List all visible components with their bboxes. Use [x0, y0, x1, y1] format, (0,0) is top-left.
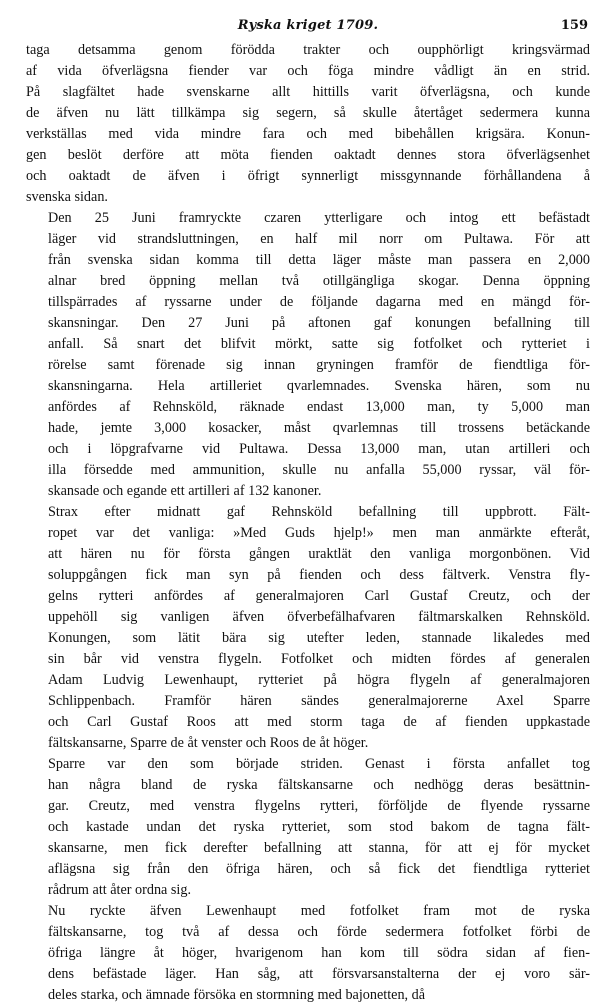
- text-line: rådrum att åter ordna sig.: [48, 882, 192, 898]
- text-line: verkställas med vida mindre fara och med bibehållen krigsära. Konun-: [26, 126, 590, 142]
- text-line: Den 25 Juni framryckte czaren ytterligare och intog ett befästadt: [48, 210, 590, 226]
- text-line: fältskansarne, tog två af dessa och förde sedermera fotfolket förbi de: [48, 924, 590, 940]
- text-line: deles starka, och ämnade försöka en stormning med bajonetten, då: [48, 987, 426, 1003]
- text-line: skansade och egande ett artilleri af 132 kanoner.: [48, 483, 322, 499]
- text-line: illa försedde med ammunition, skulle nu anfalla 55,000 ryssar, väl för-: [48, 462, 590, 478]
- text-line: anfördes af Rehnsköld, räknade endast 13,000 man, ty 5,000 man: [48, 399, 590, 415]
- text-line: Sparre var den som började striden. Genast i första anfallet tog: [48, 756, 590, 772]
- text-line: läger vid strandsluttningen, en half mil norr om Pultawa. För att: [48, 231, 590, 247]
- text-line: aflägsna sig från den öfriga hären, och så fick det fiendtliga rytteriet: [48, 861, 590, 877]
- text-line: Schlippenbach. Framför hären sändes generalmajorerne Axel Sparre: [48, 693, 590, 709]
- text-line: öfriga längre åt höger, hvarigenom han kom till södra sidan af fien-: [48, 945, 590, 961]
- text-line: gen beslöt derföre att möta fienden oaktadt dennes stora öfverlägsenhet: [26, 147, 590, 163]
- text-line: Konungen, som lätit bära sig utefter leden, stannade likaledes med: [48, 630, 590, 646]
- text-line: och i löpgrafvarne vid Pultawa. Dessa 13,000 man, utan artilleri och: [48, 441, 590, 457]
- text-line: skansarne, men fick derefter befallning att stanna, för att ej för mycket: [48, 840, 590, 856]
- text-line: taga detsamma genom förödda trakter och oupphörligt kringsvärmad: [26, 42, 590, 58]
- text-line: rörelse samt förenade sig innan gryningen framför de fiendtliga för-: [48, 357, 590, 373]
- page-header: [26, 10, 590, 40]
- text-line: skansningarna. Hela artilleriet qvarlemnades. Svenska hären, som nu: [48, 378, 590, 394]
- text-line: Adam Ludvig Lewenhaupt, rytteriet på högra flygeln af generalmajoren: [48, 672, 590, 688]
- text-line: sin bår vid venstra flygeln. Fotfolket och midten fördes af generalen: [48, 651, 590, 667]
- text-line: ropet var det vanliga: »Med Guds hjelp!» men man anmärkte efteråt,: [48, 525, 590, 541]
- text-line: På slagfältet hade svenskarne allt hittills varit öfverlägsna, och kunde: [26, 84, 590, 100]
- text-line: och Carl Gustaf Roos att med storm taga de af fienden uppkastade: [48, 714, 590, 730]
- text-line: tillspärrades af ryssarne under de följande dagarna med en mängd för-: [48, 294, 590, 310]
- paragraph: [26, 754, 590, 901]
- text-line: Strax efter midnatt gaf Rehnsköld befallning till uppbrott. Fält-: [48, 504, 590, 520]
- text-line: från svenska sidan komma till detta läger måste man passera en 2,000: [48, 252, 590, 268]
- paragraph: [26, 40, 590, 208]
- text-line: skansningar. Den 27 Juni på aftonen gaf konungen befallning till: [48, 315, 590, 331]
- paragraph: [26, 901, 590, 1006]
- paragraph: [26, 208, 590, 502]
- body-text: [26, 40, 590, 1006]
- text-line: de äfven nu lätt tillkämpa sig segern, så skulle återtåget sedermera kunna: [26, 105, 590, 121]
- text-line: soluppgången fick man syn på fienden och dess fältverk. Venstra fly-: [48, 567, 590, 583]
- text-line: fältskansarne, Sparre de åt venster och Roos de åt höger.: [48, 735, 369, 751]
- text-line: och kastade undan det ryska rytteriet, som stod bakom de tagna fält-: [48, 819, 590, 835]
- text-line: att hären nu för första gången uraktlät den vanliga morgonbönen. Vid: [48, 546, 590, 562]
- text-line: och oaktadt de äfven i öfrigt synnerligt missgynnande förhållandena å: [26, 168, 590, 184]
- text-line: anfall. Så snart det blifvit mörkt, satte sig fotfolket och rytteriet i: [48, 336, 590, 352]
- page-number: 159: [560, 18, 588, 33]
- text-line: gelns rytteri anfördes af generalmajoren Carl Gustaf Creutz, och der: [48, 588, 590, 604]
- text-line: han några bland de ryska fältskansarne och nedhögg deras besättnin-: [48, 777, 590, 793]
- text-line: svenska sidan.: [26, 189, 108, 205]
- paragraph: [26, 502, 590, 754]
- text-line: alnar bred öppning mellan två otillgängliga skogar. Denna öppning: [48, 273, 590, 289]
- text-line: hade, jemte 3,000 kosacker, måst qvarlemnas till trossens betäckande: [48, 420, 590, 436]
- text-line: Nu ryckte äfven Lewenhaupt med fotfolket fram mot de ryska: [48, 903, 590, 919]
- text-line: dens befästade läger. Han såg, att försvarsanstalterna der ej voro sär-: [48, 966, 590, 982]
- text-line: af vida öfverlägsna fiender var och föga mindre vådligt än en strid.: [26, 63, 590, 79]
- text-line: gar. Creutz, med venstra flygelns rytteri, förföljde de flyende ryssarne: [48, 798, 590, 814]
- running-title: Ryska kriget 1709.: [237, 18, 379, 33]
- text-line: uppehöll sig vanligen äfven öfverbefälhafvaren fältmarskalken Rehnsköld.: [48, 609, 590, 625]
